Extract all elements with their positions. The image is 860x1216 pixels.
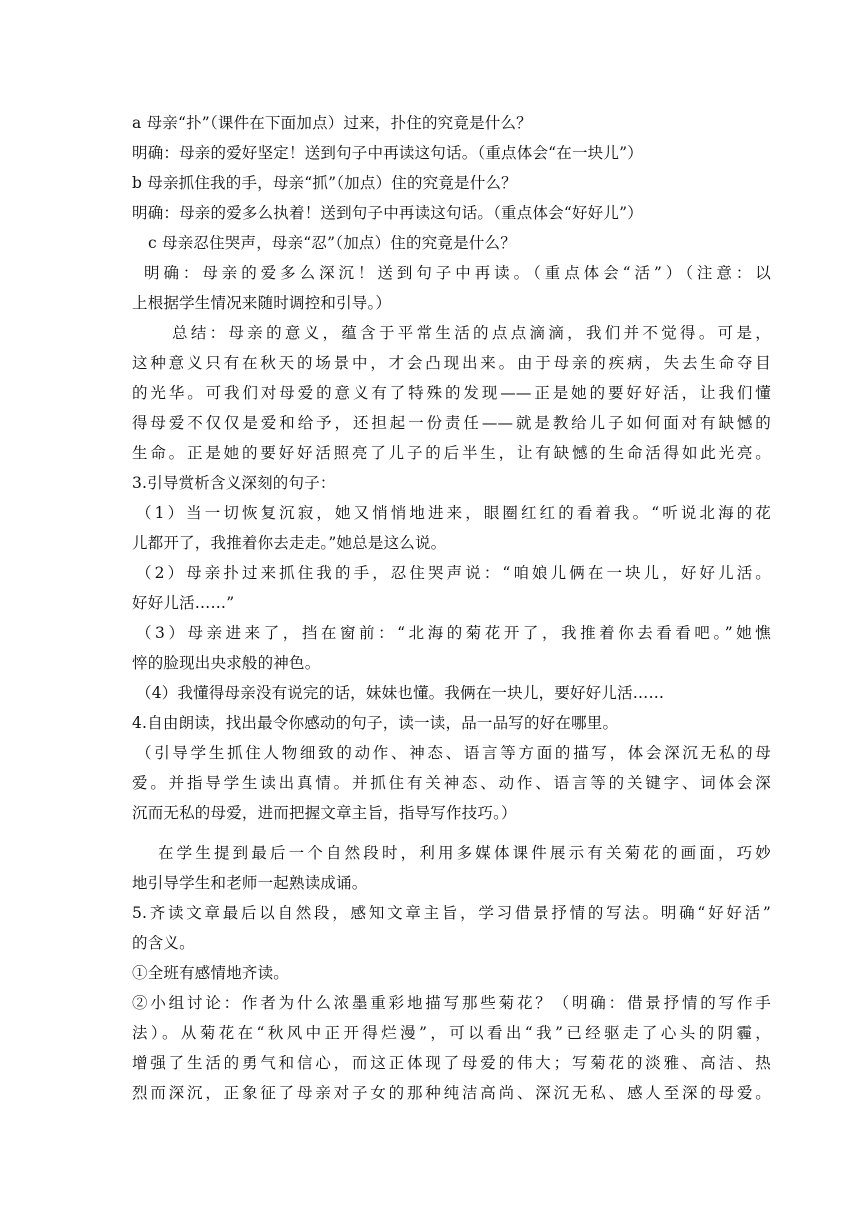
- text-line: 的含义。: [132, 934, 195, 952]
- text-line: 悴的脸现出央求般的神色。: [132, 654, 321, 672]
- text-line: 明确：母亲的爱多么执着！送到句子中再读这句话。（重点体会“好好儿”）: [132, 204, 643, 222]
- text-line: 的光华。可我们对母爱的意义有了特殊的发现——正是她的要好好活，让我们懂: [132, 384, 771, 402]
- text-line: 5.齐读文章最后以自然段，感知文章主旨，学习借景抒情的写法。明确“好好活”: [132, 904, 771, 922]
- text-line: （引导学生抓住人物细致的动作、神态、语言等方面的描写，体会深沉无私的母: [136, 744, 771, 762]
- text-line: 总结：母亲的意义，蕴含于平常生活的点点滴滴，我们并不觉得。可是，: [172, 324, 771, 342]
- text-line: 在学生提到最后一个自然段时，利用多媒体课件展示有关菊花的画面，巧妙: [158, 844, 771, 862]
- text-line: 增强了生活的勇气和信心，而这正体现了母爱的伟大；写菊花的淡雅、高洁、热: [132, 1054, 771, 1072]
- text-line: 地引导学生和老师一起熟读成诵。: [132, 874, 368, 892]
- text-line: b 母亲抓住我的手，母亲“抓”（加点）住的究竟是什么？: [132, 174, 517, 192]
- text-line: 儿都开了，我推着你去走走。”她总是这么说。: [132, 534, 447, 552]
- text-line: 好好儿活……”: [132, 594, 235, 612]
- text-line: 4.自由朗读，找出最令你感动的句子，读一读，品一品写的好在哪里。: [132, 714, 619, 732]
- text-line: 生命。正是她的要好好活照亮了儿子的后半生，让有缺憾的生命活得如此光亮。: [132, 444, 771, 462]
- text-line: 3.引导赏析含义深刻的句子：: [132, 474, 336, 492]
- text-line: 明确：母亲的爱多么深沉！送到句子中再读。（重点体会“活”）（注意：以: [144, 264, 771, 282]
- text-line: a 母亲“扑”（课件在下面加点）过来，扑住的究竟是什么？: [132, 114, 532, 132]
- text-line: 上根据学生情况来随时调控和引导。）: [132, 294, 392, 312]
- text-line: ②小组讨论：作者为什么浓墨重彩地描写那些菊花？（明确：借景抒情的写作手: [132, 994, 771, 1012]
- text-line: 烈而深沉，正象征了母亲对子女的那种纯洁高尚、深沉无私、感人至深的母爱。: [132, 1084, 771, 1102]
- text-line: 得母爱不仅仅是爱和给予，还担起一份责任——就是教给儿子如何面对有缺憾的: [132, 414, 771, 432]
- text-line: （4）我懂得母亲没有说完的话，妹妹也懂。我俩在一块儿，要好好儿活……: [136, 684, 665, 702]
- text-line: 沉而无私的母爱，进而把握文章主旨，指导写作技巧。）: [132, 804, 517, 822]
- text-line: 明确：母亲的爱好坚定！送到句子中再读这句话。（重点体会“在一块儿”）: [132, 144, 643, 162]
- text-line: ①全班有感情地齐读。: [132, 964, 290, 982]
- text-line: （1）当一切恢复沉寂，她又悄悄地进来，眼圈红红的看着我。“听说北海的花: [136, 504, 771, 522]
- text-line: 这种意义只有在秋天的场景中，才会凸现出来。由于母亲的疾病，失去生命夺目: [132, 354, 771, 372]
- text-line: 法）。从菊花在“秋风中正开得烂漫”，可以看出“我”已经驱走了心头的阴霾，: [132, 1024, 771, 1042]
- text-line: 爱。并指导学生读出真情。并抓住有关神态、动作、语言等的关键字、词体会深: [132, 774, 771, 792]
- text-line: （2）母亲扑过来抓住我的手，忍住哭声说：“咱娘儿俩在一块儿，好好儿活。: [136, 564, 771, 582]
- text-line: c 母亲忍住哭声，母亲“忍”（加点）住的究竟是什么？: [148, 234, 516, 252]
- text-line: （3）母亲进来了，挡在窗前：“北海的菊花开了，我推着你去看看吧。”她憔: [136, 624, 771, 642]
